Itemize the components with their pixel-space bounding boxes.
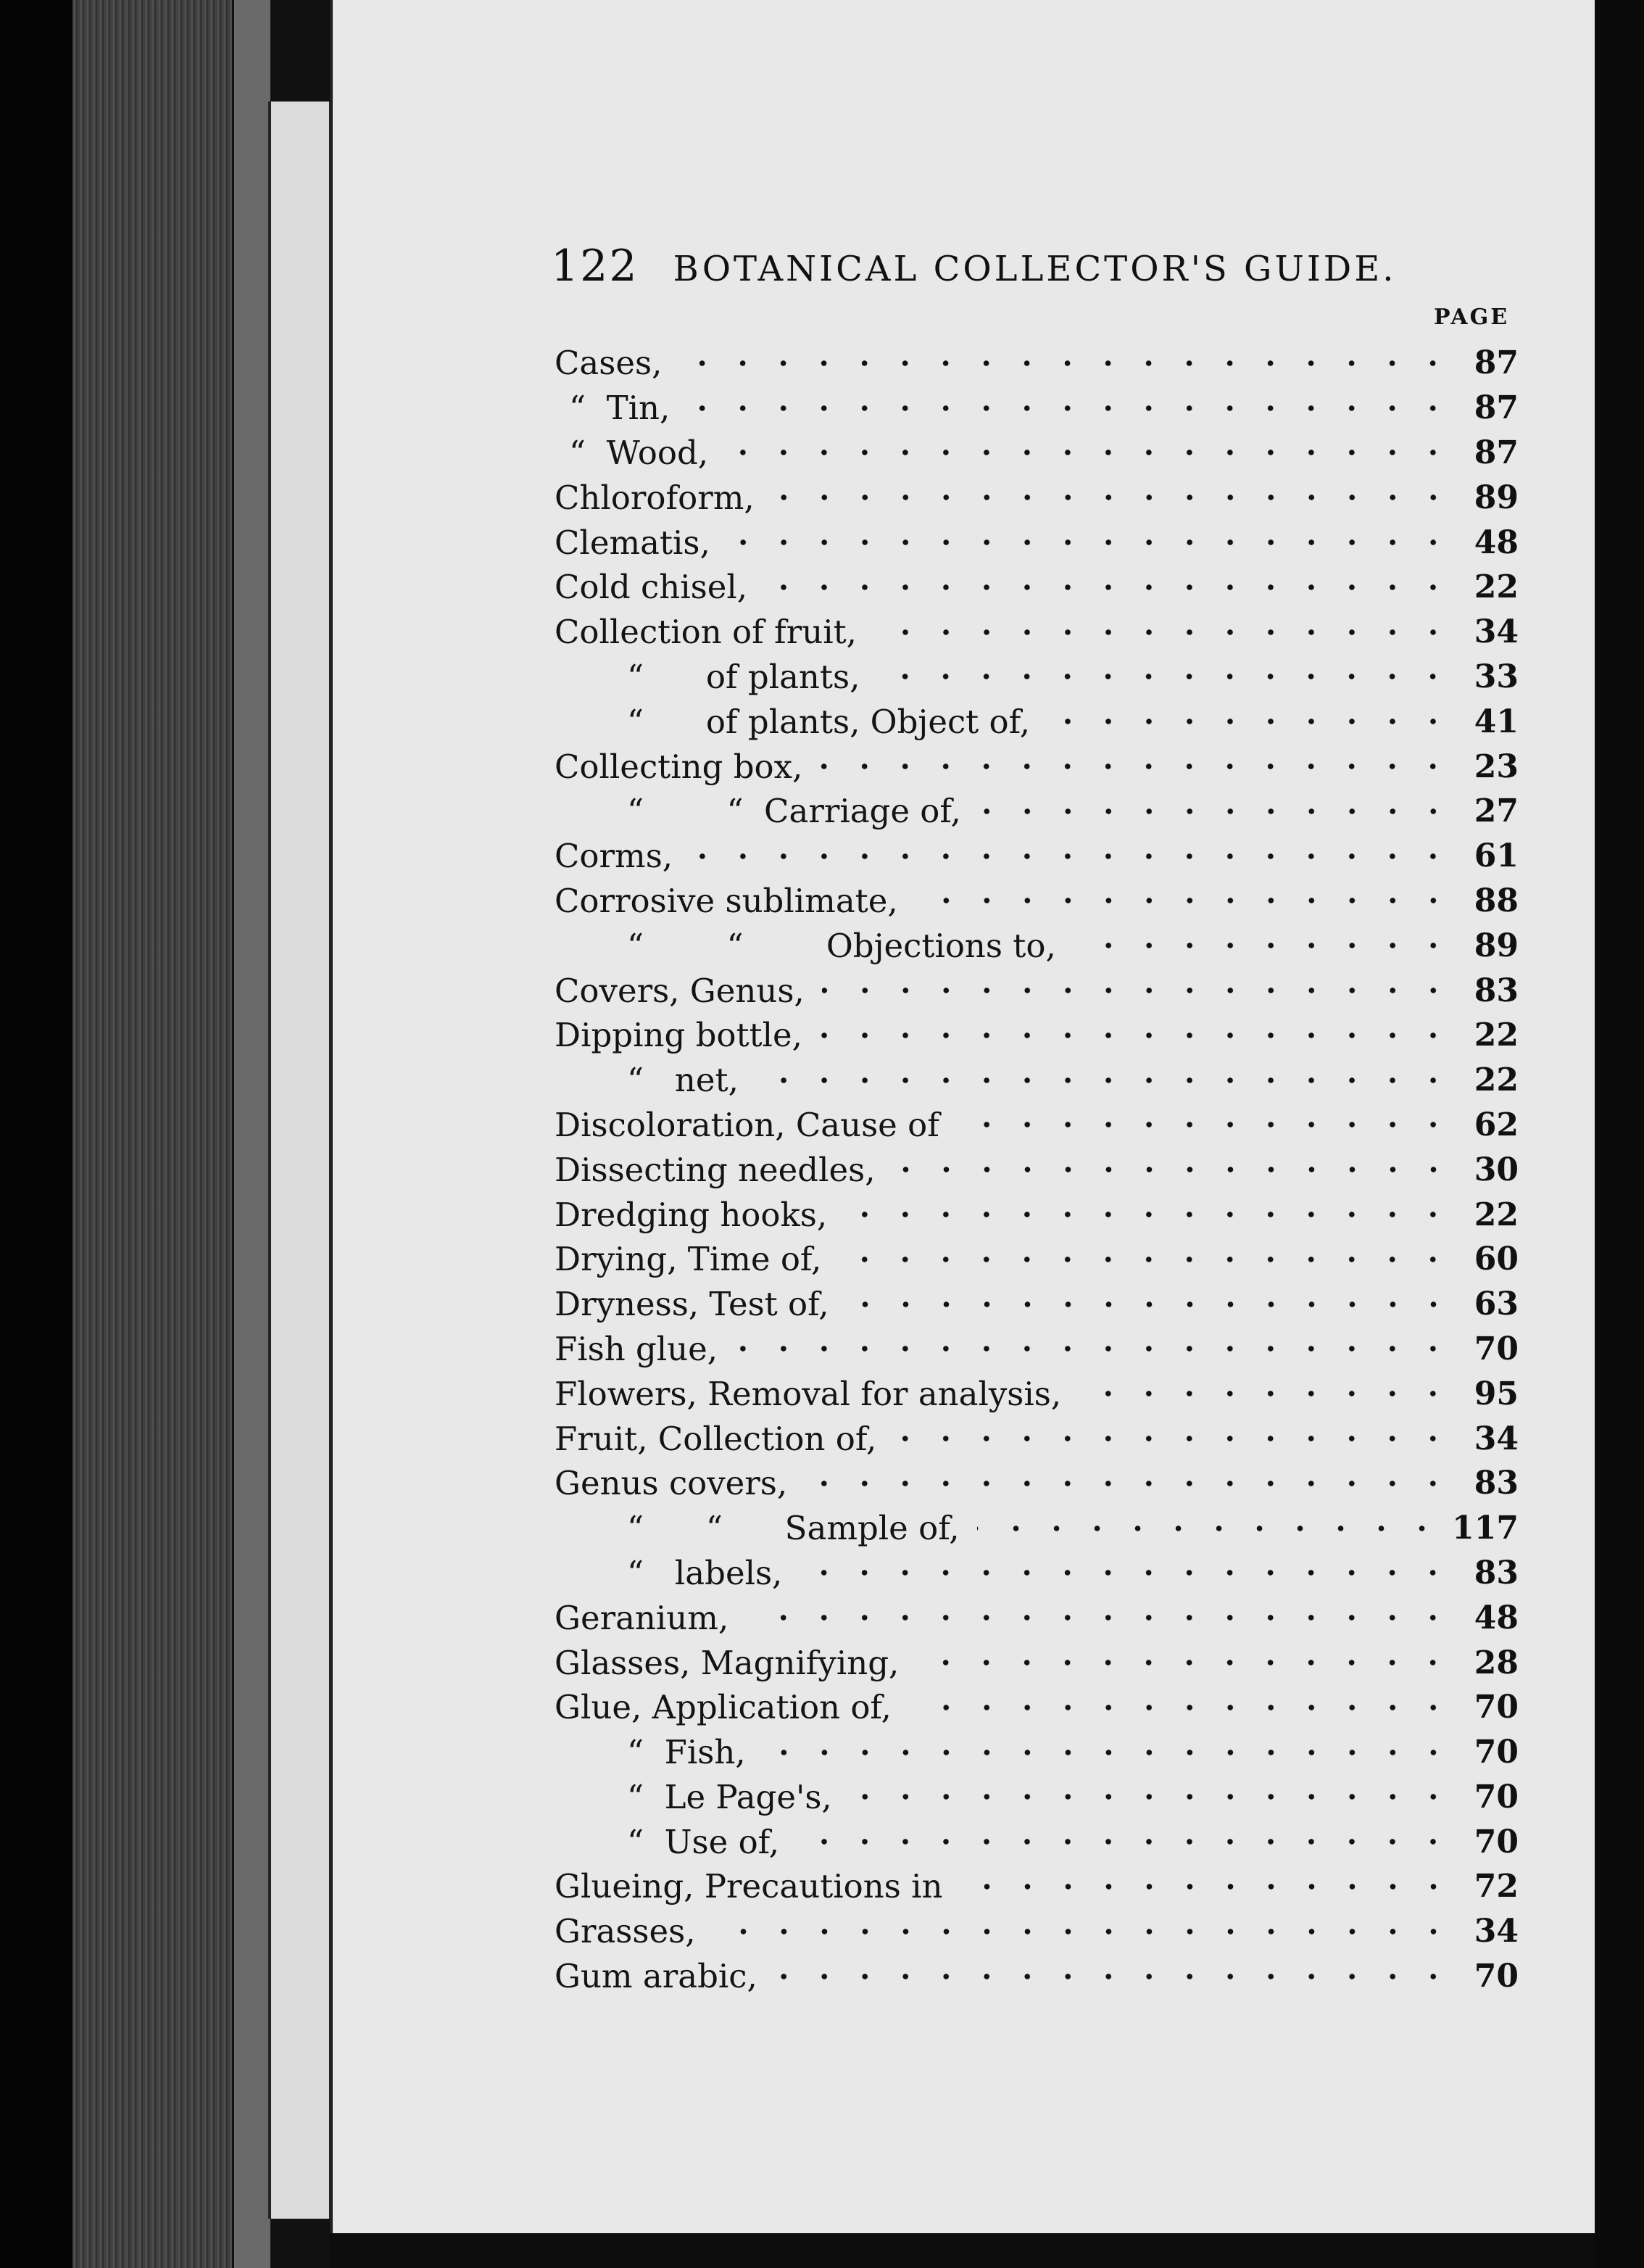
entry-term: Covers, Genus, xyxy=(555,972,812,1010)
index-entry xyxy=(555,1819,1519,1864)
index-entry xyxy=(555,1551,1519,1596)
index-entry xyxy=(555,520,1519,565)
entry-page: 48 xyxy=(1474,523,1519,561)
dot-leader xyxy=(916,895,1453,906)
index-entry xyxy=(555,1461,1519,1506)
entry-term: “ “ Sample of, xyxy=(555,1509,967,1547)
index-entry xyxy=(555,789,1519,834)
entry-term: Dissecting needles, xyxy=(555,1151,883,1189)
dot-leader xyxy=(1079,1388,1453,1399)
index-entry xyxy=(555,1371,1519,1416)
entry-page: 41 xyxy=(1474,703,1519,740)
entry-term: “ Wood, xyxy=(555,434,715,472)
entry-page: 34 xyxy=(1474,1420,1519,1457)
index-entry xyxy=(555,968,1519,1013)
entry-page: 117 xyxy=(1452,1510,1519,1547)
dot-leader xyxy=(979,806,1453,816)
index-entry xyxy=(555,1685,1519,1730)
entry-term: Geranium, xyxy=(555,1599,736,1637)
entry-page: 70 xyxy=(1474,1823,1519,1861)
index-entry xyxy=(555,1595,1519,1640)
entry-term: “ labels, xyxy=(555,1554,789,1592)
dot-leader xyxy=(728,537,1453,547)
entry-page: 34 xyxy=(1474,1913,1519,1950)
entry-page: 95 xyxy=(1474,1375,1519,1412)
entry-page: 22 xyxy=(1474,568,1519,606)
index-entry xyxy=(555,341,1519,386)
entry-term: Discoloration, Cause of xyxy=(555,1106,947,1144)
dot-leader xyxy=(893,1164,1453,1175)
index-entry xyxy=(555,431,1519,476)
entry-term: “ “ Objections to, xyxy=(555,927,1063,965)
index-entry xyxy=(555,1954,1519,1999)
entry-term: Genus covers, xyxy=(555,1464,794,1502)
index-entry xyxy=(555,1506,1519,1551)
index-list xyxy=(555,341,1519,1998)
page-column-label: PAGE xyxy=(1434,305,1510,330)
index-entry xyxy=(555,1058,1519,1103)
index-entry xyxy=(555,565,1519,610)
entry-page: 33 xyxy=(1474,658,1519,695)
index-entry xyxy=(555,1730,1519,1775)
dot-leader xyxy=(1074,940,1453,951)
dot-leader xyxy=(850,1792,1453,1802)
index-entry xyxy=(555,699,1519,744)
entry-term: Glueing, Precautions in xyxy=(555,1867,950,1905)
book-spine-shadow xyxy=(0,0,72,2268)
entry-term: Cold chisel, xyxy=(555,568,755,606)
dot-leader xyxy=(679,358,1453,368)
entry-term: “ Le Page's, xyxy=(555,1778,839,1816)
book-right-edge xyxy=(1595,0,1644,2268)
entry-page: 34 xyxy=(1474,613,1519,651)
index-entry xyxy=(555,610,1519,655)
index-entry xyxy=(555,475,1519,520)
entry-term: Glue, Application of, xyxy=(555,1688,899,1726)
index-entry xyxy=(555,744,1519,789)
dot-leader xyxy=(800,1568,1453,1578)
entry-page: 63 xyxy=(1474,1286,1519,1323)
entry-page: 70 xyxy=(1474,1778,1519,1816)
dot-leader xyxy=(735,1344,1453,1354)
entry-page: 70 xyxy=(1474,1689,1519,1726)
entry-term: Collecting box, xyxy=(555,748,810,786)
index-entry xyxy=(555,1640,1519,1685)
index-entry xyxy=(555,1147,1519,1192)
dot-leader xyxy=(690,851,1453,861)
index-entry xyxy=(555,834,1519,879)
dot-leader xyxy=(775,1971,1453,1982)
adjacent-leaf-strip xyxy=(268,102,332,2219)
entry-page: 60 xyxy=(1474,1241,1519,1278)
dot-leader xyxy=(977,1523,1442,1534)
entry-page: 87 xyxy=(1474,344,1519,382)
entry-term: Glasses, Magnifying, xyxy=(555,1644,906,1682)
dot-leader xyxy=(822,985,1453,996)
entry-term: Grasses, xyxy=(555,1912,703,1950)
dot-leader xyxy=(877,671,1453,682)
dot-leader xyxy=(726,447,1453,458)
entry-term: “ “ Carriage of, xyxy=(555,792,968,830)
dot-leader xyxy=(839,1254,1453,1265)
entry-term: Chloroform, xyxy=(555,479,762,517)
entry-page: 83 xyxy=(1474,1465,1519,1502)
entry-page: 89 xyxy=(1474,927,1519,964)
entry-term: Drying, Time of, xyxy=(555,1240,829,1278)
entry-page: 70 xyxy=(1474,1330,1519,1367)
running-header xyxy=(551,241,1397,291)
dot-leader xyxy=(909,1702,1453,1713)
entry-term: Fruit, Collection of, xyxy=(555,1420,884,1458)
index-entry xyxy=(555,386,1519,431)
dot-leader xyxy=(765,582,1453,592)
dot-leader xyxy=(805,1478,1453,1489)
entry-page: 83 xyxy=(1474,972,1519,1009)
entry-page: 89 xyxy=(1474,479,1519,516)
entry-page: 87 xyxy=(1474,434,1519,471)
entry-term: “ Tin, xyxy=(555,389,677,427)
entry-page: 22 xyxy=(1474,1196,1519,1233)
page-number: 122 xyxy=(551,241,639,291)
entry-page: 62 xyxy=(1474,1106,1519,1143)
entry-page: 88 xyxy=(1474,882,1519,919)
entry-term: “ Use of, xyxy=(555,1823,786,1861)
index-entry xyxy=(555,1909,1519,1954)
entry-page: 83 xyxy=(1474,1554,1519,1592)
index-entry xyxy=(555,1864,1519,1909)
entry-term: “ of plants, Object of, xyxy=(555,703,1037,741)
book-spine-edge xyxy=(232,0,273,2268)
dot-leader xyxy=(894,1433,1453,1444)
entry-page: 61 xyxy=(1474,837,1519,875)
entry-page: 72 xyxy=(1474,1868,1519,1905)
dot-leader xyxy=(960,1882,1454,1892)
dot-leader xyxy=(1047,716,1453,727)
dot-leader xyxy=(957,1119,1453,1130)
dot-leader xyxy=(746,1613,1453,1623)
entry-page: 30 xyxy=(1474,1151,1519,1188)
entry-page: 48 xyxy=(1474,1599,1519,1636)
entry-page: 23 xyxy=(1474,748,1519,785)
entry-page: 22 xyxy=(1474,1017,1519,1054)
entry-page: 70 xyxy=(1474,1958,1519,1995)
running-title: BOTANICAL COLLECTOR'S GUIDE. xyxy=(673,249,1397,289)
entry-term: “ net, xyxy=(555,1061,746,1099)
entry-term: “ Fish, xyxy=(555,1733,753,1771)
entry-term: Dredging hooks, xyxy=(555,1196,834,1234)
dot-leader xyxy=(756,1075,1453,1085)
entry-term: Fish glue, xyxy=(555,1330,725,1368)
dot-leader xyxy=(874,627,1453,637)
entry-page: 70 xyxy=(1474,1734,1519,1771)
entry-term: Corrosive sublimate, xyxy=(555,882,905,920)
entry-term: Clematis, xyxy=(555,523,718,562)
entry-term: Cases, xyxy=(555,344,669,382)
dot-leader xyxy=(820,761,1453,771)
index-entry xyxy=(555,1237,1519,1282)
dot-leader xyxy=(847,1299,1453,1309)
dot-leader xyxy=(687,403,1453,413)
index-entry xyxy=(555,879,1519,924)
entry-page: 28 xyxy=(1474,1644,1519,1681)
index-entry xyxy=(555,1103,1519,1148)
entry-term: Collection of fruit, xyxy=(555,613,864,651)
entry-term: Gum arabic, xyxy=(555,1957,765,1995)
dot-leader xyxy=(820,1030,1453,1040)
book-bottom-edge xyxy=(330,2233,1595,2268)
entry-page: 27 xyxy=(1474,792,1519,830)
dot-leader xyxy=(713,1926,1453,1937)
entry-page: 87 xyxy=(1474,389,1519,427)
index-entry xyxy=(555,1192,1519,1237)
dot-leader xyxy=(797,1837,1453,1847)
index-entry xyxy=(555,923,1519,968)
entry-page: 22 xyxy=(1474,1061,1519,1099)
entry-term: “ of plants, xyxy=(555,658,867,696)
dot-leader xyxy=(763,1747,1453,1758)
index-entry xyxy=(555,1013,1519,1058)
entry-term: Dryness, Test of, xyxy=(555,1285,836,1323)
dot-leader xyxy=(772,492,1453,502)
index-entry xyxy=(555,1775,1519,1820)
entry-term: Flowers, Removal for analysis, xyxy=(555,1375,1068,1413)
dot-leader xyxy=(844,1209,1453,1220)
entry-term: Dipping bottle, xyxy=(555,1016,810,1054)
entry-term: Corms, xyxy=(555,837,680,875)
dot-leader xyxy=(916,1657,1453,1668)
index-entry xyxy=(555,1282,1519,1327)
index-entry xyxy=(555,1416,1519,1461)
index-entry xyxy=(555,1327,1519,1372)
book-page-edges xyxy=(72,0,232,2268)
index-entry xyxy=(555,655,1519,700)
